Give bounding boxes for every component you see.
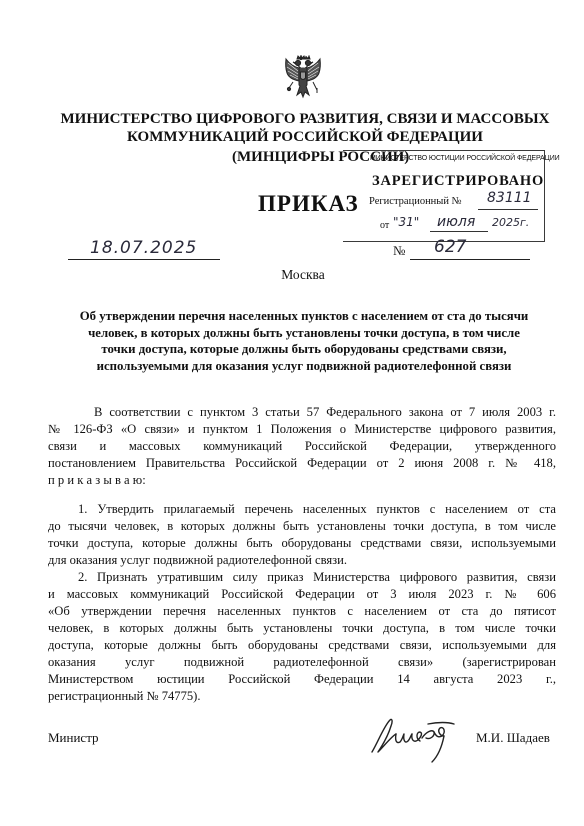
subject-line: используемыми для оказания услуг подвижной радиотелефонной связи — [96, 358, 512, 373]
subject-line: точки доступа, которые должны быть оборудованы средствами связи, — [101, 342, 507, 356]
stamp-month-underline — [430, 231, 488, 232]
number-underline — [410, 259, 530, 260]
stamp-registration-number-label: Регистрационный № — [369, 196, 462, 207]
signatory-name: М.И. Шадаев — [476, 730, 550, 745]
ministry-short-name: (МИНЦИФРЫ РОССИИ) — [232, 149, 410, 165]
stamp-date-month: июля — [437, 214, 476, 230]
item-2-line: регистрационный № 74775). — [48, 689, 201, 703]
item-2-line: Министерством юстиции Российской Федерации 14 августа 2023 г., — [48, 672, 556, 686]
stamp-date-prefix: от — [380, 220, 390, 231]
handwritten-signature — [368, 712, 472, 764]
document-number-label: № — [393, 243, 406, 258]
stamp-number-underline — [478, 209, 538, 210]
item-2-line: и массовых коммуникаций Российской Федерации от 3 июля 2023 г. № 606 — [48, 587, 556, 601]
document-number: 627 — [434, 237, 467, 257]
preamble-line: № 126-ФЗ «О связи» и пунктом 1 Положения о Министерстве цифрового развития, — [48, 422, 556, 436]
item-1-line: для оказания услуг подвижной радиотелефонной связи. — [48, 553, 348, 567]
stamp-date-year: 2025г. — [492, 216, 530, 229]
item-2-line: 2. Признать утратившим силу приказ Министерства цифрового развития, связи — [78, 570, 556, 584]
stamp-registered-label: ЗАРЕГИСТРИРОВАНО — [372, 173, 545, 189]
subject-line: человек, в которых должны быть установлены точки доступа, в том числе — [88, 325, 520, 340]
item-2-line: «Об утверждении перечня населенных пунктов с населением от ста до пятисот — [48, 604, 556, 618]
russian-coat-of-arms-emblem — [283, 55, 323, 99]
item-2-line: доступа, которые должны быть оборудованы средствами связи, используемыми для — [48, 638, 556, 652]
stamp-registration-number: 83111 — [487, 190, 532, 206]
document-date: 18.07.2025 — [90, 238, 198, 258]
order-subject — [58, 308, 550, 374]
subject-line: Об утверждении перечня населенных пунктов с населением от ста до тысячи — [79, 309, 529, 323]
order-title: ПРИКАЗ — [258, 191, 359, 216]
preamble-line: постановлением Правительства Российской Федерации от 2 июня 2008 г. № 418, — [48, 456, 556, 470]
preamble-line: связи и массовых коммуникаций Российской Федерации, утвержденного — [48, 439, 556, 453]
preamble-line: В соответствии с пунктом 3 статьи 57 Федерального закона от 7 июля 2003 г. — [94, 405, 556, 419]
document-city: Москва — [281, 267, 325, 282]
stamp-ministry-name: МИНИСТЕРСТВО ЮСТИЦИИ РОССИЙСКОЙ ФЕДЕРАЦИИ — [370, 155, 560, 162]
signatory-title: Министр — [48, 730, 99, 745]
item-1-line: 1. Утвердить прилагаемый перечень населенных пунктов с населением от ста — [78, 502, 556, 516]
item-1-line: точки доступа, которые должны быть оборудованы средствами связи, используемыми — [48, 536, 556, 550]
ministry-name-line-1: МИНИСТЕРСТВО ЦИФРОВОГО РАЗВИТИЯ, СВЯЗИ И МАССОВЫХ — [60, 111, 550, 127]
preamble-line: п р и к а з ы в а ю: — [48, 473, 146, 487]
ministry-name-line-2: КОММУНИКАЦИЙ РОССИЙСКОЙ ФЕДЕРАЦИИ — [127, 129, 483, 145]
item-1-line: до тысячи человек, в которых должны быть установлены точки доступа, в том числе — [48, 519, 556, 533]
item-2-line: оказания услуг подвижной радиотелефонной связи» (зарегистрирован — [48, 655, 556, 669]
stamp-date-day: "31" — [393, 215, 420, 229]
date-underline — [68, 259, 220, 260]
item-2-line: человек, в которых должны быть установлены точки доступа, в том числе точки — [48, 621, 556, 635]
